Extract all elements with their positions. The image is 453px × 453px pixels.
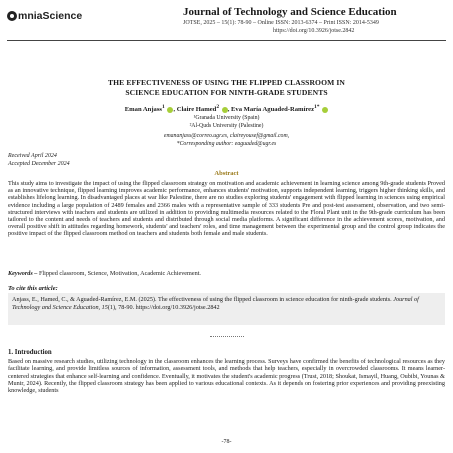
orcid-icon[interactable] <box>167 107 173 113</box>
author-2: Claire Hamed <box>176 106 217 114</box>
article-title-line-2: SCIENCE EDUCATION FOR NINTH-GRADE STUDENTS <box>125 88 328 97</box>
author-2-affiliation: 2 <box>216 104 220 110</box>
received-date: Received April 2024 <box>8 153 57 159</box>
keywords <box>8 270 445 277</box>
citation-text: Anjass, E., Hamed, C., & Aguaded-Ramírez, E.M. (2025). The effectiveness of using the flipped classroom in science education for ninth-grade students. <box>12 296 394 303</box>
citation-journal: Journal of Technology and Science Education, 15 <box>12 296 419 311</box>
citation-tail[interactable]: (1), 78-90. https://doi.org/10.3926/jotse.2842 <box>107 303 220 311</box>
page-number: -78- <box>221 439 232 445</box>
author-emails[interactable]: emananjass@correo.ugr.es, claireyousef@gmail.com, <box>163 133 290 139</box>
author-3: Eva María Aguaded-Ramírez <box>231 106 315 114</box>
publisher-logo <box>7 10 82 22</box>
header-divider <box>7 40 446 41</box>
article-title-line-1: THE EFFECTIVENESS OF USING THE FLIPPED CLASSROOM IN <box>108 78 345 87</box>
journal-header <box>7 6 447 40</box>
journal-doi-link[interactable]: https://doi.org/10.3926/jotse.2842 <box>273 28 355 34</box>
citation-box <box>8 293 445 325</box>
cite-heading: To cite this article: <box>8 285 58 292</box>
orcid-icon[interactable] <box>322 107 328 113</box>
author-3-affiliation: 1* <box>314 104 320 110</box>
keywords-text: Flipped classroom, Science, Motivation, Academic Achievement. <box>37 270 201 277</box>
abstract-text: This study aims to investigate the impact of using the flipped classroom strategy on motivation and academic achievement in learning science among 9th-grade students Proved as an innovative technique, flipped learning improves academic performance, enhances students' motivation, supports independent learning, triggers higher thinking skills, and establishes lifelong learning. In disadvantaged places at war like Palestine, there are no studies exploring students' engagement with flipped learning in sciences using empirical evidence including a large population of 2489 females and 2366 males with a representative sample of 333 students Pre and post-test assessment, observation, and two semi-structured interviews with teachers and students are utilized in addition to providing multimedia resources related to the Floral Plant unit in the 9th-grade curriculum has been tailored to the content and needs of teachers and students and distributed through social media platforms. A significant difference in the achievement scores, motivation, and overall positive shift in attitudes regarding homework, students' and teachers' roles, and time management between the experimental group and the control group indicates the positive impact of the flipped classroom method on teachers and students both female and male students. <box>8 180 445 238</box>
abstract-heading: Abstract <box>214 170 239 177</box>
journal-title: Journal of Technology and Science Education <box>183 6 397 18</box>
omnia-logo-icon <box>7 11 17 21</box>
section-heading-introduction: 1. Introduction <box>8 349 52 356</box>
section-separator <box>210 336 244 337</box>
affiliation-2: ²Al-Quds University (Palestine) <box>189 123 264 129</box>
author-1-affiliation: 1 <box>161 104 165 110</box>
introduction-text: Based on massive research studies, utilizing technology in the classroom enhances the learning process. Surveys have confirmed the benefits of technological resources as they facilitate learning, and provide limitless sources of information, assessment tools, and methods that help teachers, especially in overcrowded classrooms. It means learner-centered strategies that enhance self-learning and confidence. Eventually, it motivates the student's academic progress (Trust, 2018; Shoukat, Ismayil, Huang, Oubibi, Younas & Munir, 2024). Recently, the flipped classroom strategy has been applied to various educational contexts. As it depends on fostering prior experiences and providing preexisting knowledge, students <box>8 358 445 395</box>
author-1: Eman Anjass <box>124 106 162 114</box>
accepted-date: Accepted December 2024 <box>8 161 70 167</box>
logo-text: mniaScience <box>18 10 83 22</box>
orcid-icon[interactable] <box>222 107 228 113</box>
corresponding-author: *Corresponding author: eaguaded@ugr.es <box>176 141 277 147</box>
journal-meta: JOTSE, 2025 – 15(1): 78-90 – Online ISSN: 2013-6374 – Print ISSN: 2014-5349 <box>183 20 379 26</box>
article-title <box>40 78 413 98</box>
keywords-label: Keywords – <box>8 270 38 277</box>
affiliation-1: ¹Granada University (Spain) <box>193 115 260 121</box>
author-list: Eman Anjass$^1$ , Claire Hamed$^2$ , Eva María Aguaded-Ramírez$^{1*}$ <box>0 104 453 113</box>
